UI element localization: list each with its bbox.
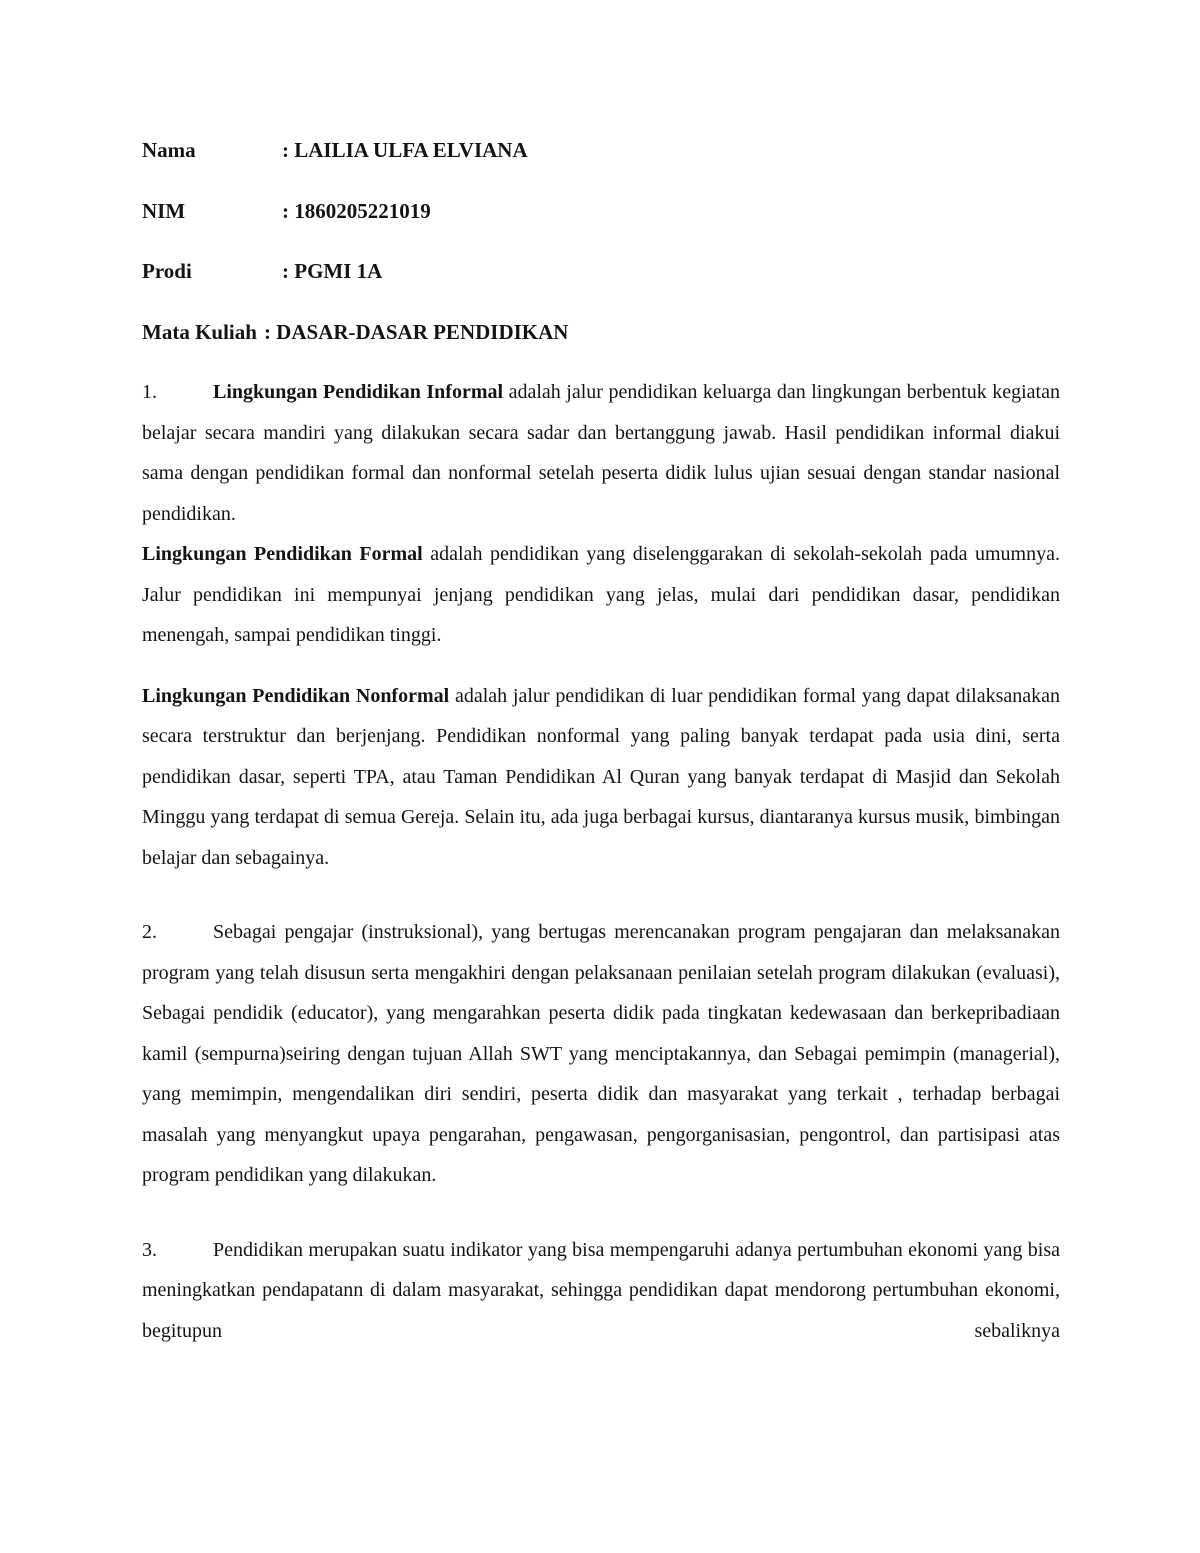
info-label-nim: NIM bbox=[142, 198, 186, 223]
answer-1-text-nonformal: adalah jalur pendidikan di luar pendidikan formal yang dapat dilaksanakan secara terstruktur dan berjenjang. Pendidikan nonformal yang paling banyak terdapat pada usia dini, serta pendidikan dasar, seperti TPA, atau Taman Pendidikan Al Quran yang banyak terdapat di Masjid dan Sekolah Minggu yang terdapat di semua Gereja. Selain itu, ada juga berbagai kursus, diantaranya kursus musik, bimbingan belajar dan sebagainya. bbox=[142, 684, 1061, 869]
answer-3-number: 3. bbox=[142, 1238, 157, 1261]
info-value-prodi: : PGMI 1A bbox=[282, 259, 383, 283]
document-page bbox=[142, 138, 1060, 1351]
answer-1-text-informal: adalah jalur pendidikan keluarga dan lingkungan berbentuk kegiatan belajar secara mandiri yang dilakukan secara sadar dan bertanggung jawab. Hasil pendidikan informal diakui sama dengan pendidikan formal dan nonformal setelah peserta didik lulus ujian sesuai dengan standar nasional pendidikan. bbox=[142, 381, 1060, 525]
answer-1-number: 1. bbox=[142, 381, 157, 403]
answer-2-number: 2. bbox=[142, 921, 157, 943]
info-row-mata-kuliah bbox=[142, 320, 1060, 381]
info-label-mata-kuliah: Mata Kuliah bbox=[142, 319, 257, 344]
answer-1-text-formal: adalah pendidikan yang diselenggarakan di sekolah-sekolah pada umumnya. Jalur pendidikan ini mempunyai jenjang pendidikan yang jelas, mulai dari pendidikan dasar, pendidikan menengah, sampai pendidikan tinggi. bbox=[142, 543, 1060, 646]
info-label-nama: Nama bbox=[142, 138, 196, 162]
answer-3-paragraph bbox=[142, 1230, 1060, 1352]
answer-2-paragraph bbox=[142, 912, 1060, 1196]
answer-3-text: Pendidikan merupakan suatu indikator yang bisa mempengaruhi adanya pertumbuhan ekonomi yang bisa meningkatkan pendapatann di dalam masyarakat, sehingga pendidikan dapat mendorong pertumbuhan ekonomi, begitupun sebaliknya bbox=[142, 1238, 1060, 1342]
answer-1-term-informal: Lingkungan Pendidikan Informal bbox=[213, 381, 504, 403]
info-label-prodi: Prodi bbox=[142, 259, 192, 283]
answer-1-paragraph-2 bbox=[142, 534, 1060, 656]
answer-1-paragraph-1 bbox=[142, 372, 1060, 534]
info-value-nama: : LAILIA ULFA ELVIANA bbox=[282, 138, 528, 162]
answer-1-paragraph-3 bbox=[142, 676, 1060, 879]
info-value-mata-kuliah: : DASAR-DASAR PENDIDIKAN bbox=[263, 319, 569, 344]
info-row-prodi bbox=[142, 259, 1060, 320]
answer-1-term-formal: Lingkungan Pendidikan Formal bbox=[142, 543, 423, 565]
info-row-nama bbox=[142, 138, 1060, 199]
answers-body bbox=[142, 372, 1060, 1351]
info-row-nim bbox=[142, 199, 1060, 260]
info-value-nim: : 1860205221019 bbox=[282, 198, 431, 223]
answer-2-text: Sebagai pengajar (instruksional), yang bertugas merencanakan program pengajaran dan melaksanakan program yang telah disusun serta mengakhiri dengan pelaksanaan penilaian setelah program dilakukan (evaluasi), Sebagai pendidik (educator), yang mengarahkan peserta didik pada tingkatan kedewasaan dan berkepribadiaan kamil (sempurna)seiring dengan tujuan Allah SWT yang menciptakannya, dan Sebagai pemimpin (managerial), yang memimpin, mengendalikan diri sendiri, peserta didik dan masyarakat yang terkait , terhadap berbagai masalah yang menyangkut upaya pengarahan, pengawasan, pengorganisasian, pengontrol, dan partisipasi atas program pendidikan yang dilakukan. bbox=[142, 921, 1060, 1186]
answer-1-term-nonformal: Lingkungan Pendidikan Nonformal bbox=[142, 684, 450, 707]
